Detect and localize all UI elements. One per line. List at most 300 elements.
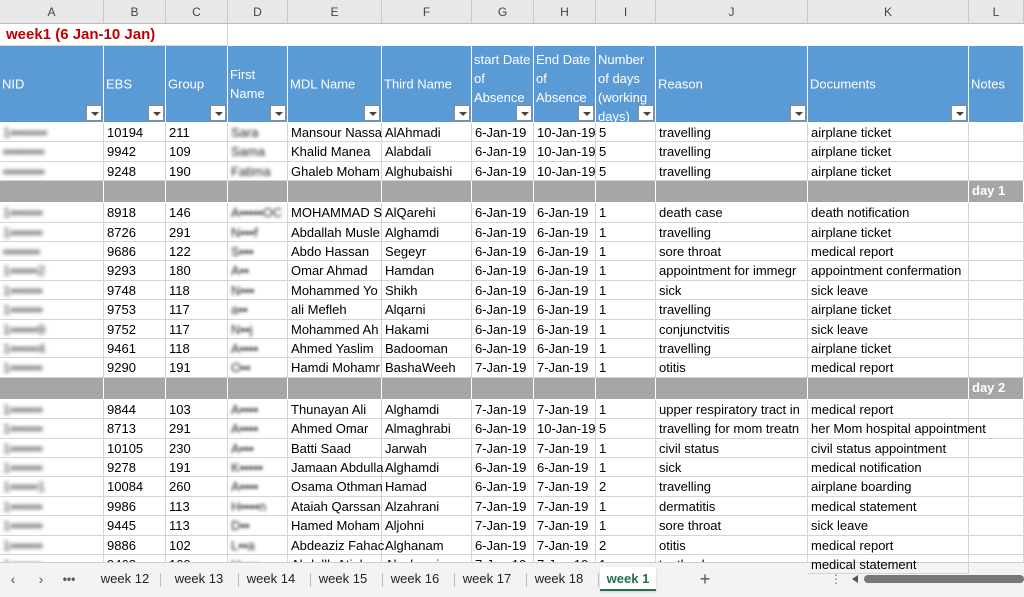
cell-mdl-name[interactable]: Osama Othman — [288, 477, 382, 496]
cell-third-name[interactable]: Alghubaishi — [382, 162, 472, 181]
cell-num-days[interactable]: 1 — [596, 400, 656, 419]
cell-notes[interactable] — [969, 261, 1024, 280]
column-header-e[interactable]: E — [288, 0, 382, 24]
cell-nid[interactable] — [0, 281, 104, 300]
cell-reason[interactable]: appointment for immegr — [656, 261, 808, 280]
cell-third-name[interactable]: Shikh — [382, 281, 472, 300]
cell-num-days[interactable]: 1 — [596, 261, 656, 280]
table-row[interactable] — [0, 223, 1024, 242]
filter-dropdown-icon[interactable] — [148, 105, 164, 121]
cell-mdl-name[interactable]: Ghaleb Moham — [288, 162, 382, 181]
cell-num-days[interactable]: 2 — [596, 477, 656, 496]
cell-third-name[interactable]: Alghanam — [382, 536, 472, 555]
cell-reason[interactable]: civil status — [656, 439, 808, 458]
column-header-a[interactable]: A — [0, 0, 104, 24]
cell-end-date[interactable]: 6-Jan-19 — [534, 281, 596, 300]
table-row[interactable] — [0, 400, 1024, 419]
cell-first-name[interactable] — [228, 516, 288, 535]
cell-num-days[interactable]: 1 — [596, 203, 656, 222]
cell-first-name[interactable] — [228, 123, 288, 142]
day-separator-row[interactable] — [0, 378, 1024, 400]
cell-first-name[interactable] — [228, 142, 288, 161]
table-row[interactable] — [0, 242, 1024, 261]
cell-nid[interactable] — [0, 261, 104, 280]
cell-end-date[interactable]: 6-Jan-19 — [534, 320, 596, 339]
separator-cell[interactable] — [382, 181, 472, 203]
cell-start-date[interactable]: 7-Jan-19 — [472, 497, 534, 516]
cell-end-date[interactable]: 7-Jan-19 — [534, 497, 596, 516]
cell-notes[interactable] — [969, 497, 1024, 516]
cell-documents[interactable]: medical report — [808, 400, 969, 419]
cell-start-date[interactable]: 6-Jan-19 — [472, 458, 534, 477]
cell-nid[interactable] — [0, 439, 104, 458]
cell-ebs[interactable]: 9942 — [104, 142, 166, 161]
cell-mdl-name[interactable]: Jamaan Abdulla — [288, 458, 382, 477]
cell-ebs[interactable]: 10105 — [104, 439, 166, 458]
table-row[interactable] — [0, 458, 1024, 477]
cell-nid[interactable] — [0, 516, 104, 535]
cell-third-name[interactable]: Alghamdi — [382, 223, 472, 242]
cell-mdl-name[interactable]: Abdallah Musle — [288, 223, 382, 242]
column-header-j[interactable]: J — [656, 0, 808, 24]
sheet-tab-week-1[interactable]: week 1 — [600, 567, 656, 591]
scroll-tabs-right-icon[interactable]: › — [38, 571, 44, 587]
cell-third-name[interactable]: Hamdan — [382, 261, 472, 280]
filter-dropdown-icon[interactable] — [364, 105, 380, 121]
cell-documents[interactable]: death notification — [808, 203, 969, 222]
cell-reason[interactable]: sick — [656, 281, 808, 300]
cell-start-date[interactable]: 7-Jan-19 — [472, 400, 534, 419]
cell-ebs[interactable]: 9445 — [104, 516, 166, 535]
cell-third-name[interactable]: BashaWeeh — [382, 358, 472, 377]
cell-ebs[interactable]: 9290 — [104, 358, 166, 377]
cell-ebs[interactable]: 9293 — [104, 261, 166, 280]
cell-third-name[interactable]: Jarwah — [382, 439, 472, 458]
cell-ebs[interactable]: 10194 — [104, 123, 166, 142]
cell-mdl-name[interactable]: Thunayan Ali — [288, 400, 382, 419]
cell-mdl-name[interactable]: Khalid Manea — [288, 142, 382, 161]
sheet-title[interactable]: week1 (6 Jan-10 Jan) — [0, 24, 228, 46]
cell-third-name[interactable]: Segeyr — [382, 242, 472, 261]
cell-group[interactable]: 291 — [166, 223, 228, 242]
separator-cell[interactable] — [104, 181, 166, 203]
filter-dropdown-icon[interactable] — [86, 105, 102, 121]
cell-reason[interactable]: death case — [656, 203, 808, 222]
cell-third-name[interactable]: Hakami — [382, 320, 472, 339]
cell-num-days[interactable]: 1 — [596, 223, 656, 242]
cell-reason[interactable]: travelling — [656, 162, 808, 181]
cell-group[interactable]: 190 — [166, 162, 228, 181]
cell-num-days[interactable]: 5 — [596, 142, 656, 161]
cell-nid[interactable] — [0, 477, 104, 496]
cell-nid[interactable] — [0, 123, 104, 142]
header-num-days[interactable] — [596, 46, 656, 123]
cell-documents[interactable]: airplane ticket — [808, 123, 969, 142]
cell-ebs[interactable]: 9752 — [104, 320, 166, 339]
cell-num-days[interactable]: 1 — [596, 300, 656, 319]
separator-cell[interactable] — [472, 378, 534, 400]
cell-ebs[interactable]: 9753 — [104, 300, 166, 319]
separator-cell[interactable] — [228, 181, 288, 203]
scroll-tabs-left-icon[interactable]: ‹ — [10, 571, 16, 587]
cell-mdl-name[interactable]: Hamed Moham — [288, 516, 382, 535]
sheet-tab-week-12[interactable]: week 12 — [100, 571, 150, 586]
cell-reason[interactable]: otitis — [656, 536, 808, 555]
cell-end-date[interactable]: 7-Jan-19 — [534, 477, 596, 496]
cell-documents[interactable]: sick leave — [808, 516, 969, 535]
column-header-h[interactable]: H — [534, 0, 596, 24]
cell-notes[interactable] — [969, 400, 1024, 419]
separator-cell[interactable] — [656, 378, 808, 400]
cell-group[interactable]: 103 — [166, 400, 228, 419]
column-header-l[interactable]: L — [969, 0, 1024, 24]
cell-ebs[interactable]: 8726 — [104, 223, 166, 242]
cell-third-name[interactable]: AlAhmadi — [382, 123, 472, 142]
cell-first-name[interactable] — [228, 477, 288, 496]
cell-third-name[interactable]: AlQarehi — [382, 203, 472, 222]
cell-end-date[interactable]: 10-Jan-19 — [534, 162, 596, 181]
column-header-i[interactable]: I — [596, 0, 656, 24]
cell-nid[interactable] — [0, 419, 104, 438]
cell-mdl-name[interactable]: Ahmed Omar — [288, 419, 382, 438]
cell-ebs[interactable]: 9886 — [104, 536, 166, 555]
filter-dropdown-icon[interactable] — [578, 105, 594, 121]
table-row[interactable] — [0, 261, 1024, 280]
cell-end-date[interactable]: 10-Jan-19 — [534, 123, 596, 142]
filter-dropdown-icon[interactable] — [270, 105, 286, 121]
cell-documents[interactable]: civil status appointment — [808, 439, 969, 458]
cell-start-date[interactable]: 6-Jan-19 — [472, 261, 534, 280]
cell-first-name[interactable] — [228, 300, 288, 319]
cell-num-days[interactable]: 5 — [596, 123, 656, 142]
cell-documents[interactable]: medical report — [808, 536, 969, 555]
cell-notes[interactable] — [969, 477, 1024, 496]
cell-end-date[interactable]: 10-Jan-19 — [534, 142, 596, 161]
cell-start-date[interactable]: 6-Jan-19 — [472, 536, 534, 555]
cell-documents[interactable]: medical report — [808, 242, 969, 261]
scroll-left-arrow-icon[interactable] — [852, 575, 858, 583]
cell-documents[interactable]: medical notification — [808, 458, 969, 477]
cell-group[interactable]: 117 — [166, 320, 228, 339]
cell-first-name[interactable] — [228, 400, 288, 419]
cell-mdl-name[interactable]: Ataiah Qarssan — [288, 497, 382, 516]
table-row[interactable] — [0, 203, 1024, 222]
cell-first-name[interactable] — [228, 497, 288, 516]
separator-cell[interactable] — [596, 181, 656, 203]
cell-end-date[interactable]: 7-Jan-19 — [534, 358, 596, 377]
cell-first-name[interactable] — [228, 261, 288, 280]
sheet-tab-week-17[interactable]: week 17 — [462, 571, 512, 586]
cell-first-name[interactable] — [228, 281, 288, 300]
cell-notes[interactable] — [969, 300, 1024, 319]
cell-nid[interactable] — [0, 203, 104, 222]
header-ebs[interactable] — [104, 46, 166, 123]
cell-num-days[interactable]: 1 — [596, 439, 656, 458]
cell-reason[interactable]: travelling — [656, 339, 808, 358]
header-mdl-name[interactable] — [288, 46, 382, 123]
cell-group[interactable]: 113 — [166, 516, 228, 535]
cell-start-date[interactable]: 6-Jan-19 — [472, 300, 534, 319]
cell-reason[interactable]: sore throat — [656, 516, 808, 535]
cell-reason[interactable]: sore throat — [656, 242, 808, 261]
table-row[interactable] — [0, 281, 1024, 300]
cell-start-date[interactable]: 6-Jan-19 — [472, 142, 534, 161]
column-header-c[interactable]: C — [166, 0, 228, 24]
cell-end-date[interactable]: 7-Jan-19 — [534, 536, 596, 555]
day-label[interactable]: day 1 — [969, 181, 1024, 203]
cell-documents[interactable]: sick leave — [808, 281, 969, 300]
cell-notes[interactable] — [969, 203, 1024, 222]
cell-first-name[interactable] — [228, 439, 288, 458]
cell-ebs[interactable]: 9686 — [104, 242, 166, 261]
cell-third-name[interactable]: Alghamdi — [382, 400, 472, 419]
cell-nid[interactable] — [0, 458, 104, 477]
cell-end-date[interactable]: 6-Jan-19 — [534, 203, 596, 222]
cell-ebs[interactable]: 9986 — [104, 497, 166, 516]
cell-num-days[interactable]: 1 — [596, 516, 656, 535]
cell-reason[interactable]: otitis — [656, 358, 808, 377]
cell-num-days[interactable]: 5 — [596, 419, 656, 438]
day-separator-row[interactable] — [0, 181, 1024, 203]
cell-third-name[interactable]: Alghamdi — [382, 458, 472, 477]
more-tabs-button[interactable]: ••• — [62, 572, 76, 586]
cell-notes[interactable] — [969, 339, 1024, 358]
table-row[interactable] — [0, 123, 1024, 142]
cell-notes[interactable] — [969, 242, 1024, 261]
cell-ebs[interactable]: 8918 — [104, 203, 166, 222]
cell-nid[interactable] — [0, 536, 104, 555]
cell-notes[interactable] — [969, 439, 1024, 458]
cell-mdl-name[interactable]: MOHAMMAD S — [288, 203, 382, 222]
header-reason[interactable] — [656, 46, 808, 123]
cell-first-name[interactable] — [228, 223, 288, 242]
table-row[interactable] — [0, 339, 1024, 358]
cell-documents[interactable]: medical statement — [808, 555, 969, 574]
cell-third-name[interactable]: Hamad — [382, 477, 472, 496]
cell-reason[interactable]: upper respiratory tract in — [656, 400, 808, 419]
cell-reason[interactable]: travelling for mom treatn — [656, 419, 808, 438]
header-group[interactable] — [166, 46, 228, 123]
cell-end-date[interactable]: 7-Jan-19 — [534, 516, 596, 535]
separator-cell[interactable] — [808, 378, 969, 400]
cell-notes[interactable] — [969, 358, 1024, 377]
separator-cell[interactable] — [288, 181, 382, 203]
header-notes[interactable] — [969, 46, 1024, 123]
cell-third-name[interactable]: Badooman — [382, 339, 472, 358]
cell-reason[interactable]: sick — [656, 458, 808, 477]
cell-start-date[interactable]: 6-Jan-19 — [472, 419, 534, 438]
cell-start-date[interactable]: 6-Jan-19 — [472, 203, 534, 222]
cell-reason[interactable]: travelling — [656, 477, 808, 496]
cell-documents[interactable]: appointment confermation — [808, 261, 969, 280]
cell-first-name[interactable] — [228, 242, 288, 261]
cell-num-days[interactable]: 1 — [596, 339, 656, 358]
separator-cell[interactable] — [472, 181, 534, 203]
cell-first-name[interactable] — [228, 320, 288, 339]
cell-mdl-name[interactable]: Abdeaziz Fahac — [288, 536, 382, 555]
separator-cell[interactable] — [166, 378, 228, 400]
cell-num-days[interactable]: 2 — [596, 536, 656, 555]
cell-group[interactable]: 191 — [166, 358, 228, 377]
cell-notes[interactable] — [969, 458, 1024, 477]
cell-ebs[interactable]: 9748 — [104, 281, 166, 300]
cell-start-date[interactable]: 6-Jan-19 — [472, 223, 534, 242]
table-row[interactable] — [0, 497, 1024, 516]
cell-nid[interactable] — [0, 242, 104, 261]
cell-group[interactable]: 122 — [166, 242, 228, 261]
separator-cell[interactable] — [808, 181, 969, 203]
cell-group[interactable]: 191 — [166, 458, 228, 477]
column-header-f[interactable]: F — [382, 0, 472, 24]
separator-cell[interactable] — [534, 378, 596, 400]
cell-nid[interactable] — [0, 320, 104, 339]
cell-third-name[interactable]: Alabdali — [382, 142, 472, 161]
cell-mdl-name[interactable]: Mohammed Yo — [288, 281, 382, 300]
cell-documents[interactable]: airplane ticket — [808, 300, 969, 319]
cell-ebs[interactable]: 10084 — [104, 477, 166, 496]
separator-cell[interactable] — [166, 181, 228, 203]
filter-dropdown-icon[interactable] — [210, 105, 226, 121]
cell-group[interactable]: 146 — [166, 203, 228, 222]
table-row[interactable] — [0, 419, 1024, 438]
cell-documents[interactable]: airplane ticket — [808, 142, 969, 161]
cell-reason[interactable]: travelling — [656, 223, 808, 242]
cell-group[interactable]: 230 — [166, 439, 228, 458]
separator-cell[interactable] — [288, 378, 382, 400]
separator-cell[interactable] — [0, 181, 104, 203]
cell-start-date[interactable]: 6-Jan-19 — [472, 339, 534, 358]
scrollbar-thumb[interactable] — [864, 575, 1024, 583]
column-header-d[interactable]: D — [228, 0, 288, 24]
cell-ebs[interactable]: 9461 — [104, 339, 166, 358]
cell-mdl-name[interactable]: Hamdi Mohamr — [288, 358, 382, 377]
cell-mdl-name[interactable]: Mansour Nassa — [288, 123, 382, 142]
cell-num-days[interactable]: 1 — [596, 358, 656, 377]
cell-documents[interactable]: airplane ticket — [808, 339, 969, 358]
cell-first-name[interactable] — [228, 536, 288, 555]
cell-start-date[interactable]: 6-Jan-19 — [472, 281, 534, 300]
cell-notes[interactable] — [969, 223, 1024, 242]
table-row[interactable] — [0, 516, 1024, 535]
cell-nid[interactable] — [0, 300, 104, 319]
separator-cell[interactable] — [228, 378, 288, 400]
cell-notes[interactable] — [969, 123, 1024, 142]
cell-start-date[interactable]: 6-Jan-19 — [472, 242, 534, 261]
filter-dropdown-icon[interactable] — [638, 105, 654, 121]
cell-group[interactable]: 109 — [166, 142, 228, 161]
sheet-tab-week-14[interactable]: week 14 — [246, 571, 296, 586]
cell-documents[interactable]: airplane boarding — [808, 477, 969, 496]
table-row[interactable] — [0, 142, 1024, 161]
cell-end-date[interactable]: 6-Jan-19 — [534, 339, 596, 358]
cell-first-name[interactable] — [228, 458, 288, 477]
table-row[interactable] — [0, 477, 1024, 496]
cell-nid[interactable] — [0, 339, 104, 358]
table-row[interactable] — [0, 162, 1024, 181]
cell-start-date[interactable]: 7-Jan-19 — [472, 516, 534, 535]
cell-group[interactable]: 118 — [166, 339, 228, 358]
separator-cell[interactable] — [104, 378, 166, 400]
cell-start-date[interactable]: 6-Jan-19 — [472, 320, 534, 339]
cell-documents[interactable]: sick leave — [808, 320, 969, 339]
cell-reason[interactable]: conjunctvitis — [656, 320, 808, 339]
cell-notes[interactable] — [969, 142, 1024, 161]
cell-first-name[interactable] — [228, 162, 288, 181]
cell-documents[interactable]: medical report — [808, 358, 969, 377]
cell-documents[interactable]: her Mom hospital appointment — [808, 419, 969, 438]
cell-notes[interactable] — [969, 320, 1024, 339]
cell-start-date[interactable]: 6-Jan-19 — [472, 477, 534, 496]
cell-mdl-name[interactable]: ali Mefleh — [288, 300, 382, 319]
cell-end-date[interactable]: 6-Jan-19 — [534, 300, 596, 319]
cell-ebs[interactable]: 8713 — [104, 419, 166, 438]
cell-notes[interactable] — [969, 162, 1024, 181]
sheet-tab-week-13[interactable]: week 13 — [174, 571, 224, 586]
table-row[interactable] — [0, 536, 1024, 555]
filter-dropdown-icon[interactable] — [454, 105, 470, 121]
cell-reason[interactable]: travelling — [656, 300, 808, 319]
filter-dropdown-icon[interactable] — [790, 105, 806, 121]
filter-dropdown-icon[interactable] — [516, 105, 532, 121]
cell-group[interactable]: 113 — [166, 497, 228, 516]
table-row[interactable] — [0, 300, 1024, 319]
table-row[interactable] — [0, 320, 1024, 339]
tab-splitter-icon[interactable]: ⋮ — [830, 572, 842, 586]
cell-nid[interactable] — [0, 400, 104, 419]
column-header-g[interactable]: G — [472, 0, 534, 24]
cell-nid[interactable] — [0, 358, 104, 377]
cell-nid[interactable] — [0, 142, 104, 161]
cell-notes[interactable] — [969, 536, 1024, 555]
cell-end-date[interactable]: 7-Jan-19 — [534, 439, 596, 458]
cell-ebs[interactable]: 9248 — [104, 162, 166, 181]
sheet-tab-week-18[interactable]: week 18 — [534, 571, 584, 586]
separator-cell[interactable] — [656, 181, 808, 203]
separator-cell[interactable] — [0, 378, 104, 400]
cell-end-date[interactable]: 6-Jan-19 — [534, 242, 596, 261]
header-third-name[interactable] — [382, 46, 472, 123]
cell-mdl-name[interactable]: Ahmed Yaslim — [288, 339, 382, 358]
cell-first-name[interactable] — [228, 203, 288, 222]
column-header-b[interactable]: B — [104, 0, 166, 24]
cell-third-name[interactable]: Alzahrani — [382, 497, 472, 516]
cell-start-date[interactable]: 6-Jan-19 — [472, 162, 534, 181]
header-start-date[interactable] — [472, 46, 534, 123]
cell-third-name[interactable]: Aljohni — [382, 516, 472, 535]
day-label[interactable]: day 2 — [969, 378, 1024, 400]
cell-start-date[interactable]: 7-Jan-19 — [472, 439, 534, 458]
cell-start-date[interactable]: 7-Jan-19 — [472, 358, 534, 377]
cell-num-days[interactable]: 1 — [596, 497, 656, 516]
cell-group[interactable]: 291 — [166, 419, 228, 438]
cell-group[interactable]: 118 — [166, 281, 228, 300]
sheet-tab-week-16[interactable]: week 16 — [390, 571, 440, 586]
cell-group[interactable]: 117 — [166, 300, 228, 319]
cell-ebs[interactable]: 9278 — [104, 458, 166, 477]
cell-end-date[interactable]: 7-Jan-19 — [534, 400, 596, 419]
cell-num-days[interactable]: 1 — [596, 320, 656, 339]
cell-group[interactable]: 102 — [166, 536, 228, 555]
cell-documents[interactable]: airplane ticket — [808, 223, 969, 242]
sheet-tab-week-15[interactable]: week 15 — [318, 571, 368, 586]
cell-mdl-name[interactable]: Mohammed Ah — [288, 320, 382, 339]
cell-notes[interactable] — [969, 281, 1024, 300]
cell-first-name[interactable] — [228, 419, 288, 438]
cell-nid[interactable] — [0, 223, 104, 242]
cell-mdl-name[interactable]: Abdo Hassan — [288, 242, 382, 261]
header-documents[interactable] — [808, 46, 969, 123]
cell-num-days[interactable]: 1 — [596, 458, 656, 477]
